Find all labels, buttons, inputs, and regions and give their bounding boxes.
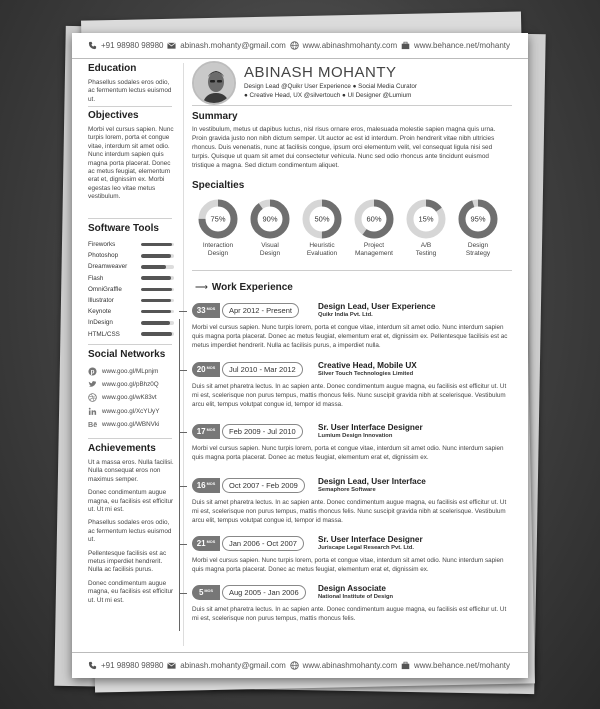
skill-bar-fill xyxy=(141,243,172,247)
specialty-label xyxy=(296,242,348,258)
duration-months: 20 xyxy=(196,365,206,374)
divider xyxy=(88,344,172,345)
job-company: Silver Touch Technologies Limited xyxy=(318,371,414,377)
phone-icon xyxy=(88,661,97,670)
social-link-url: www.goo.gl/pBhz0Q xyxy=(102,381,159,389)
job-description: Duis sit amet pharetra lectus. In ac sapien ante. Donec condimentum augue magna, eu facilisis est efficitur ut. Ut mi est, scelerisque non purus tempus, mattis rhoncus felis. Nunc suscipit gravida nibh at scelerisque. Vestibulum arcu elit, tempus volutpat congue id, tempor id massa. xyxy=(192,383,507,408)
specialty-label-line: Design xyxy=(467,242,489,249)
contact-website[interactable] xyxy=(290,661,398,670)
svg-text:p: p xyxy=(90,368,95,376)
dribbble-icon xyxy=(88,393,97,402)
job-title: Sr. User Interface Designer xyxy=(318,423,423,432)
job-title: Design Lead, User Experience xyxy=(318,302,436,311)
skill-row xyxy=(88,306,174,317)
timeline-tick xyxy=(179,486,187,487)
skill-bar-fill xyxy=(141,310,171,314)
specialty-label-line: Design xyxy=(259,250,281,257)
skill-label: Fireworks xyxy=(88,241,116,249)
social-link[interactable] xyxy=(88,378,174,391)
timeline-line xyxy=(179,319,180,631)
skill-row xyxy=(88,329,174,340)
skill-row xyxy=(88,317,174,328)
specialty-donut xyxy=(457,198,499,240)
avatar xyxy=(192,61,236,105)
work-header xyxy=(195,282,293,293)
arrow-right-icon: ⟶ xyxy=(195,282,208,292)
job-description: Duis sit amet pharetra lectus. In ac sapien ante. Donec condimentum augue magna, eu facilisis est efficitur ut. Ut mi est, scelerisque non purus tempus, mattis rhoncus felis. Nunc suscipit gravida nibh at scelerisque. Vestibulum arcu elit, tempus volutpat congue id, tempor id massa. xyxy=(192,499,507,524)
skill-bar xyxy=(141,243,174,247)
achievement-item: Ut a massa eros. Nulla facilisi. Nulla consequat eros non maximus semper. xyxy=(88,459,174,483)
skill-bar-fill xyxy=(141,321,170,325)
duration-badge xyxy=(192,536,220,551)
duration-unit: MOS xyxy=(206,306,216,311)
timeline-tick xyxy=(179,593,187,594)
duration-months: 33 xyxy=(196,306,206,315)
job-period: Feb 2009 - Jul 2010 xyxy=(222,424,303,439)
contact-email[interactable] xyxy=(167,661,286,670)
specialty-donut xyxy=(197,198,239,240)
specialty-label-line: Evaluation xyxy=(306,250,338,257)
social-link-url: www.goo.gl/MLpnjm xyxy=(102,368,159,376)
briefcase-icon xyxy=(401,41,410,50)
specialty-item xyxy=(348,198,400,258)
job-period: Jan 2006 - Oct 2007 xyxy=(222,536,304,551)
skill-bar xyxy=(141,265,174,269)
skill-bar xyxy=(141,299,174,303)
skill-row xyxy=(88,284,174,295)
contact-phone-text: +91 98980 98980 xyxy=(101,41,164,50)
profile-header xyxy=(192,61,512,107)
contact-email-text: abinash.mohanty@gmail.com xyxy=(180,661,286,670)
specialty-label-line: Visual xyxy=(261,242,279,249)
globe-icon xyxy=(290,661,299,670)
skill-bar-fill xyxy=(141,332,172,336)
contact-phone xyxy=(88,41,164,50)
specialty-label-line: Heuristic xyxy=(309,242,335,249)
timeline-tick xyxy=(179,544,187,545)
behance-icon xyxy=(88,420,97,429)
skill-row xyxy=(88,261,174,272)
duration-badge xyxy=(192,303,220,318)
job-title: Sr. User Interface Designer xyxy=(318,535,423,544)
divider xyxy=(88,218,172,219)
job-company: Juriscape Legal Research Pvt. Ltd. xyxy=(318,545,415,551)
divider xyxy=(192,105,512,106)
software-section xyxy=(88,223,174,340)
skill-bar xyxy=(141,254,174,258)
achievement-item: Phasellus sodales eros odio, ac fermentum lectus euismod ut. xyxy=(88,519,172,544)
job-description: Duis sit amet pharetra lectus. In ac sapien ante. Donec condimentum augue magna, eu facilisis est efficitur ut. Ut mi est, scelerisque non purus tempus, mattis rhoncus felis. xyxy=(192,606,507,622)
specialty-item xyxy=(452,198,504,258)
duration-unit: MOS xyxy=(204,588,214,593)
skill-list xyxy=(88,239,174,340)
timeline-tick xyxy=(179,432,187,433)
education-title: Education xyxy=(88,63,137,74)
social-link[interactable] xyxy=(88,365,174,378)
skill-row xyxy=(88,250,174,261)
specialties-section xyxy=(192,180,510,257)
contact-bar-top xyxy=(72,33,528,59)
job-title: Creative Head, Mobile UX xyxy=(318,361,417,370)
job-description: Morbi vel cursus sapien. Nunc turpis lorem, porta et congue vitae, interdum sit amet odio. Nunc interdum sapien quis magna porta placerat. Donec ac metus feugiat, elementum erat et, dignissim ex. xyxy=(192,557,504,573)
donut-label: 15% xyxy=(418,214,434,224)
job-title: Design Lead, User Interface xyxy=(318,477,426,486)
contact-phone xyxy=(88,661,164,670)
tagline xyxy=(244,82,444,100)
specialty-donut xyxy=(249,198,291,240)
person-name: ABINASH MOHANTY xyxy=(244,64,397,81)
skill-bar-fill xyxy=(141,288,172,292)
skill-label: Illustrator xyxy=(88,297,114,305)
contact-behance[interactable] xyxy=(401,41,510,50)
mail-icon xyxy=(167,661,176,670)
social-link-url: www.goo.gl/WBNVki xyxy=(102,420,160,428)
social-link[interactable] xyxy=(88,418,174,431)
education-section xyxy=(88,63,174,104)
tagline-line: ● Creative Head, UX @silvertouch ● UI Designer @Lumium xyxy=(244,92,412,99)
job-description: Morbi vel cursus sapien. Nunc turpis lorem, porta et congue vitae, interdum sit amet odio. Nunc interdum sapien quis magna porta placerat. Donec ac metus feugiat, elementum erat et, dignissim ex. xyxy=(192,445,504,461)
contact-behance-text: www.behance.net/mohanty xyxy=(413,41,510,50)
svg-text:Bē: Bē xyxy=(88,420,97,429)
work-title: Work Experience xyxy=(211,282,293,293)
skill-bar xyxy=(141,321,174,325)
skill-row xyxy=(88,239,174,250)
duration-unit: MOS xyxy=(206,539,216,544)
contact-email[interactable] xyxy=(167,41,286,50)
specialty-label-line: Testing xyxy=(415,250,437,257)
duration-badge xyxy=(192,585,220,600)
profile-photo xyxy=(194,63,236,105)
divider xyxy=(192,270,512,271)
objectives-section xyxy=(88,110,174,202)
specialties-title: Specialties xyxy=(192,180,245,191)
donut-label: 75% xyxy=(210,214,226,224)
skill-label: Flash xyxy=(88,274,104,282)
donut-label: 50% xyxy=(314,214,330,224)
skill-label: HTML/CSS xyxy=(88,330,120,338)
skill-bar xyxy=(141,276,174,280)
specialty-label xyxy=(452,242,504,258)
briefcase-icon xyxy=(401,661,410,670)
contact-bar-bottom xyxy=(72,652,528,678)
duration-months: 16 xyxy=(196,481,206,490)
social-link-url: www.goo.gl/wK83vt xyxy=(102,394,157,402)
specialty-label xyxy=(192,242,244,258)
job-period: Oct 2007 - Feb 2009 xyxy=(222,478,305,493)
contact-behance[interactable] xyxy=(401,661,510,670)
donut-label: 60% xyxy=(366,214,382,224)
specialty-item xyxy=(244,198,296,258)
objectives-text: Morbi vel cursus sapien. Nunc turpis lorem, porta et congue vitae, interdum sit amet odio. Nunc interdum sapien quis magna porta placerat. Donec ac metus feugiat, elementum erat et, dignissim ex. Morbi egestas leo vitae metus vestibulum. xyxy=(88,126,174,201)
job-description: Morbi vel cursus sapien. Nunc turpis lorem, porta et congue vitae, interdum sit amet odio. Nunc interdum sapien quis magna porta placerat. Donec ac metus feugiat, elementum erat et, dignissim ex. Pellentesque facilisis est ac metus imperdiet hendrerit. Nulla ac facilisis purus, a imperdiet nulla. xyxy=(192,324,508,349)
objectives-title: Objectives xyxy=(88,110,139,121)
job-company: Semaphore Software xyxy=(318,487,376,493)
skill-row xyxy=(88,295,174,306)
duration-months: 21 xyxy=(196,539,206,548)
job-period: Jul 2010 - Mar 2012 xyxy=(222,362,303,377)
specialty-item xyxy=(296,198,348,258)
social-link[interactable] xyxy=(88,405,174,418)
social-section xyxy=(88,349,174,431)
contact-website-text: www.abinashmohanty.com xyxy=(302,41,398,50)
contact-email-text: abinash.mohanty@gmail.com xyxy=(180,41,286,50)
phone-icon xyxy=(88,41,97,50)
skill-label: Dreamweaver xyxy=(88,263,128,271)
specialty-item xyxy=(192,198,244,258)
mail-icon xyxy=(167,41,176,50)
achievement-item: Donec condimentum augue magna, eu facilisis est efficitur ut. Ut mi est. xyxy=(88,489,174,514)
job-period: Apr 2012 - Present xyxy=(222,303,299,318)
duration-badge xyxy=(192,362,220,377)
skill-bar xyxy=(141,332,174,336)
education-text: Phasellus sodales eros odio, ac fermentum lectus euismod ut. xyxy=(88,79,172,103)
achievements-title: Achievements xyxy=(88,443,156,454)
job-period: Aug 2005 - Jan 2006 xyxy=(222,585,306,600)
skill-label: InDesign xyxy=(88,319,113,327)
specialty-label-line: Strategy xyxy=(465,250,491,257)
summary-section xyxy=(192,111,510,171)
contact-website-text: www.abinashmohanty.com xyxy=(302,661,398,670)
achievements-section xyxy=(88,443,174,610)
resume-page xyxy=(72,33,528,678)
specialty-label-line: Management xyxy=(355,250,393,257)
skill-label: Keynote xyxy=(88,308,112,316)
globe-icon xyxy=(290,41,299,50)
summary-title: Summary xyxy=(192,111,238,122)
duration-unit: MOS xyxy=(206,481,216,486)
timeline-tick xyxy=(179,311,187,312)
duration-months: 5 xyxy=(198,588,204,597)
duration-badge xyxy=(192,424,220,439)
skill-label: OmniGraffle xyxy=(88,285,122,293)
specialty-donut xyxy=(405,198,447,240)
linkedin-icon xyxy=(88,407,97,416)
skill-bar xyxy=(141,288,174,292)
achievement-item: Donec condimentum augue magna, eu facilisis est efficitur ut. Ut mi est. xyxy=(88,579,174,604)
skill-bar xyxy=(141,310,174,314)
skill-bar-fill xyxy=(141,276,171,280)
software-title: Software Tools xyxy=(88,223,159,234)
specialty-label xyxy=(348,242,400,258)
duration-badge xyxy=(192,478,220,493)
divider xyxy=(88,106,172,107)
skill-bar-fill xyxy=(141,265,166,269)
skill-row xyxy=(88,273,174,284)
specialty-label-line: A/B xyxy=(420,242,432,249)
twitter-icon xyxy=(88,380,97,389)
skill-bar-fill xyxy=(141,299,171,303)
summary-text: In vestibulum, metus ut dapibus luctus, nisl risus ornare eros, malesuada molestie sapien magna quis urna. Proin gravida justo non nibh dictum semper. Ut auctor ac est id interdum. Proin hendrerit vitae nibh ultricies rhoncus. Duis venenatis, nunc at facilisis congue, ipsum orci elementum velit, vel consequat ligula nisi sed turpis. Quisque ut quam sit amet dui consectetur vehicula. Nunc sed odio rhoncus ante tincidunt euismod tristique a magna. Sed dictum condimentum aliquet. xyxy=(192,126,496,169)
achievements-list xyxy=(88,459,174,605)
specialty-label-line: Project xyxy=(363,242,385,249)
specialty-label-line: Interaction xyxy=(202,242,234,249)
donut-label: 90% xyxy=(262,214,278,224)
specialty-donut xyxy=(301,198,343,240)
divider xyxy=(88,438,172,439)
duration-unit: MOS xyxy=(206,365,216,370)
specialty-item xyxy=(400,198,452,258)
duration-months: 17 xyxy=(196,427,206,436)
donut-label: 95% xyxy=(470,214,486,224)
social-list xyxy=(88,365,174,431)
job-company: Quikr India Pvt. Ltd. xyxy=(318,312,373,318)
job-company: National Institute of Design xyxy=(318,594,394,600)
skill-bar-fill xyxy=(141,254,171,258)
skill-label: Photoshop xyxy=(88,252,119,260)
job-company: Lumium Design Innovation xyxy=(318,433,393,439)
contact-website[interactable] xyxy=(290,41,398,50)
duration-unit: MOS xyxy=(206,427,216,432)
specialty-donut xyxy=(353,198,395,240)
social-title: Social Networks xyxy=(88,349,166,360)
social-link[interactable] xyxy=(88,391,174,404)
specialty-label xyxy=(400,242,452,258)
timeline-tick xyxy=(179,370,187,371)
specialty-label-line: Design xyxy=(207,250,229,257)
tagline-line: Design Lead @Quikr User Experience ● Social Media Curator xyxy=(244,83,417,90)
pinterest-icon xyxy=(88,367,97,376)
contact-behance-text: www.behance.net/mohanty xyxy=(413,661,510,670)
social-link-url: www.goo.gl/XcYUyY xyxy=(102,407,160,415)
column-separator xyxy=(183,63,184,646)
job-title: Design Associate xyxy=(318,584,386,593)
contact-phone-text: +91 98980 98980 xyxy=(101,661,164,670)
specialty-label xyxy=(244,242,296,258)
achievement-item: Pellentesque facilisis est ac metus imperdiet hendrerit. Nulla ac facilisis purus. xyxy=(88,549,167,574)
